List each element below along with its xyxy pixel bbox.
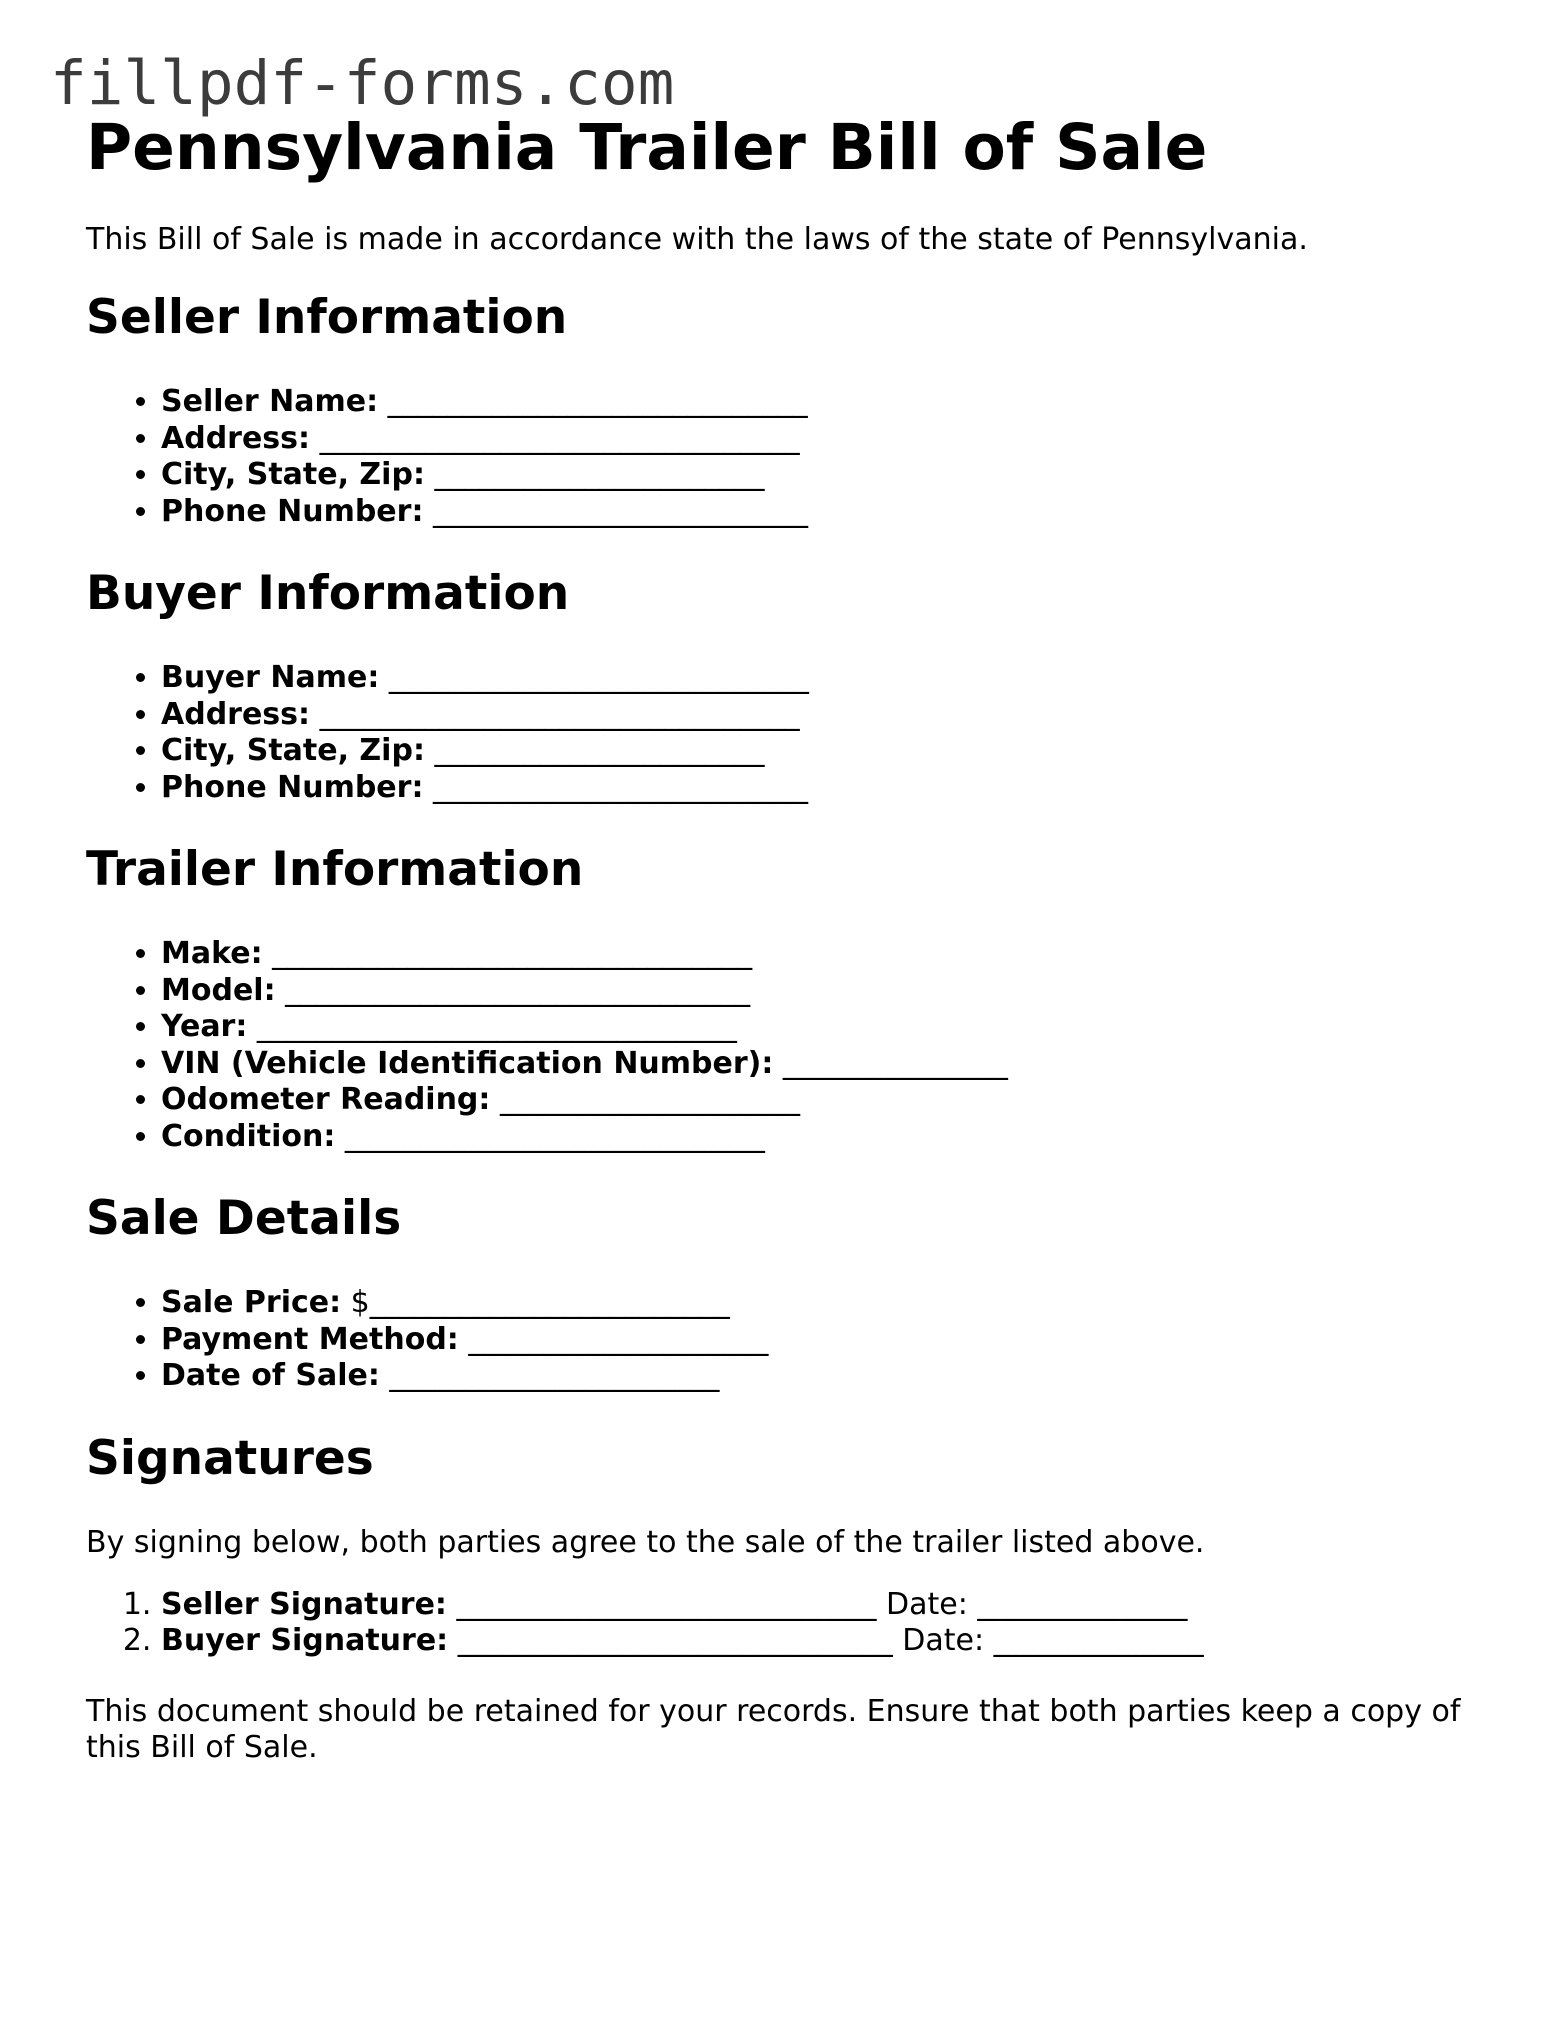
field-label: Payment Method:	[161, 1321, 459, 1357]
field-blank[interactable]: ______________________	[424, 457, 765, 492]
closing-note: This document should be retained for your records. Ensure that both parties keep a copy of this Bill of Sale.	[86, 1693, 1461, 1765]
field-label: Buyer Signature:	[161, 1623, 449, 1658]
buyer-fields-list	[86, 660, 1486, 806]
buyer-name-field[interactable]	[161, 660, 1486, 697]
field-label: City, State, Zip:	[161, 457, 425, 492]
trailer-condition-field[interactable]	[161, 1119, 1486, 1156]
seller-address-field[interactable]	[161, 421, 1486, 458]
field-blank[interactable]: _______________________________	[275, 972, 751, 1008]
field-blank[interactable]: ____________________	[458, 1321, 769, 1357]
trailer-make-field[interactable]	[161, 936, 1486, 973]
field-label: Address:	[161, 696, 311, 732]
field-blank[interactable]: ________________________________	[310, 696, 800, 732]
field-blank[interactable]: ______________________	[424, 733, 765, 768]
field-blank[interactable]: ____________________________ Date: ______________	[446, 1586, 1188, 1622]
watermark: fillpdf-forms.com	[50, 48, 675, 119]
seller-heading: Seller Information	[86, 290, 568, 345]
signatures-heading: Signatures	[86, 1430, 374, 1486]
buyer-city-state-zip-field[interactable]	[161, 733, 1486, 770]
field-label: Phone Number:	[161, 493, 424, 529]
field-blank[interactable]: _________________________	[423, 493, 808, 529]
page-title: Pennsylvania Trailer Bill of Sale	[86, 111, 1208, 184]
field-label: Address:	[161, 420, 311, 456]
field-label: Model:	[161, 972, 276, 1008]
trailer-fields-list	[86, 936, 1486, 1155]
field-label: Date of Sale:	[161, 1358, 380, 1393]
signatures-intro: By signing below, both parties agree to the sale of the trailer listed above.	[86, 1524, 1205, 1560]
field-blank[interactable]: ____________________________	[379, 660, 809, 695]
field-label: Seller Name:	[161, 384, 379, 419]
field-label: Year:	[161, 1009, 248, 1044]
field-blank[interactable]: $________________________	[341, 1285, 730, 1320]
buyer-heading: Buyer Information	[86, 566, 570, 621]
field-blank[interactable]: ____________________________	[335, 1118, 765, 1154]
field-blank[interactable]: _____________________________ Date: ______________	[448, 1623, 1204, 1658]
buyer-signature-field[interactable]	[161, 1623, 1486, 1660]
sale-heading: Sale Details	[86, 1191, 402, 1246]
seller-phone-field[interactable]	[161, 494, 1486, 531]
seller-signature-field[interactable]	[161, 1587, 1486, 1624]
payment-method-field[interactable]	[161, 1322, 1486, 1359]
date-of-sale-field[interactable]	[161, 1358, 1486, 1395]
field-label: Sale Price:	[161, 1285, 342, 1320]
field-label: Odometer Reading:	[161, 1082, 491, 1117]
buyer-address-field[interactable]	[161, 697, 1486, 734]
field-blank[interactable]: ________________________________	[262, 936, 753, 971]
trailer-heading: Trailer Information	[86, 842, 584, 897]
seller-name-field[interactable]	[161, 384, 1486, 421]
field-label: Seller Signature:	[161, 1586, 447, 1622]
trailer-model-field[interactable]	[161, 973, 1486, 1010]
field-blank[interactable]: ______________________	[379, 1358, 720, 1393]
field-label: Make:	[161, 936, 263, 971]
trailer-year-field[interactable]	[161, 1009, 1486, 1046]
field-blank[interactable]: _________________________	[423, 769, 808, 805]
field-label: VIN (Vehicle Identification Number):	[161, 1045, 774, 1081]
seller-city-state-zip-field[interactable]	[161, 457, 1486, 494]
field-label: Phone Number:	[161, 769, 424, 805]
field-label: City, State, Zip:	[161, 733, 425, 768]
sale-fields-list	[86, 1285, 1486, 1395]
field-label: Buyer Name:	[161, 660, 380, 695]
field-label: Condition:	[161, 1118, 336, 1154]
sale-price-field[interactable]	[161, 1285, 1486, 1322]
seller-fields-list	[86, 384, 1486, 530]
intro-text: This Bill of Sale is made in accordance with the laws of the state of Pennsylvania.	[86, 222, 1308, 257]
trailer-vin-field[interactable]	[161, 1046, 1486, 1083]
trailer-odometer-field[interactable]	[161, 1082, 1486, 1119]
field-blank[interactable]: _______________	[773, 1045, 1008, 1081]
field-blank[interactable]: ____________________	[490, 1082, 800, 1117]
field-blank[interactable]: ____________________________	[378, 384, 808, 419]
buyer-phone-field[interactable]	[161, 770, 1486, 807]
document-page	[86, 108, 1486, 1766]
field-blank[interactable]: ________________________________	[247, 1009, 737, 1044]
field-blank[interactable]: ________________________________	[310, 420, 800, 456]
signatures-list	[86, 1587, 1486, 1660]
